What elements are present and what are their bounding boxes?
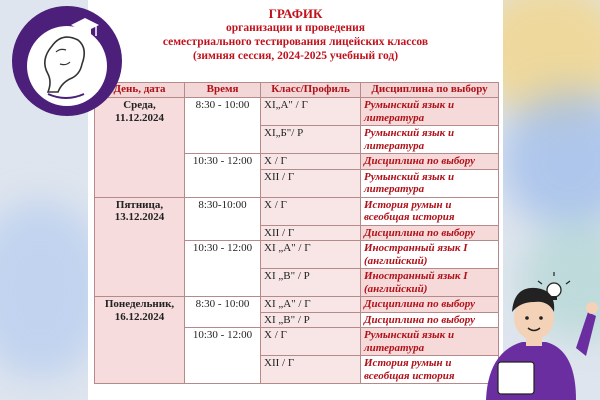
day-date: 13.12.2024 bbox=[114, 211, 165, 223]
document-subtitle-3: (зимняя сессия, 2024-2025 учебный год) bbox=[192, 50, 399, 62]
class-cell: XI „А" / Г bbox=[261, 241, 361, 269]
discipline-cell: Дисциплина по выбору bbox=[361, 297, 499, 313]
graduation-cap-icon bbox=[70, 16, 100, 40]
schedule-document bbox=[88, 0, 503, 400]
day-name: Понедельник, bbox=[104, 298, 175, 310]
day-date: 16.12.2024 bbox=[114, 310, 165, 323]
class-cell: X / Г bbox=[261, 197, 361, 225]
discipline-cell: Иностранный язык I (английский) bbox=[361, 269, 499, 297]
class-cell: XI „А" / Г bbox=[261, 297, 361, 313]
class-cell: XI„А" / Г bbox=[261, 98, 361, 126]
time-cell: 10:30 - 12:00 bbox=[185, 154, 261, 198]
table-row bbox=[95, 297, 499, 313]
time-cell: 8:30 - 10:00 bbox=[185, 98, 261, 154]
class-cell: XI„Б"/ Р bbox=[261, 126, 361, 154]
discipline-cell: Дисциплина по выбору bbox=[361, 312, 499, 328]
discipline-cell: Румынский язык и литература bbox=[361, 169, 499, 197]
class-cell: X / Г bbox=[261, 328, 361, 356]
time-cell: 10:30 - 12:00 bbox=[185, 241, 261, 297]
discipline-cell: Иностранный язык I (английский) bbox=[361, 241, 499, 269]
discipline-cell: Румынский язык и литература bbox=[361, 328, 499, 356]
document-header bbox=[88, 0, 503, 63]
day-cell bbox=[95, 98, 185, 198]
class-cell: XI „В" / Р bbox=[261, 312, 361, 328]
day-date: 11.12.2024 bbox=[115, 111, 164, 124]
schedule-table bbox=[94, 82, 499, 384]
document-title: ГРАФИК bbox=[268, 6, 323, 21]
day-cell bbox=[95, 297, 185, 384]
document-subtitle-2: семестриального тестирования лицейских классов bbox=[162, 36, 429, 48]
day-name: Пятница, bbox=[115, 198, 164, 211]
discipline-cell: Румынский язык и литература bbox=[361, 126, 499, 154]
table-row bbox=[95, 98, 499, 126]
student-illustration bbox=[482, 268, 600, 400]
portrait-icon bbox=[12, 6, 122, 116]
discipline-cell: Дисциплина по выбору bbox=[361, 154, 499, 170]
lyceum-logo bbox=[12, 6, 122, 116]
discipline-cell: История румын и всеобщая история bbox=[361, 197, 499, 225]
table-header-row bbox=[95, 83, 499, 98]
table-row bbox=[95, 197, 499, 225]
column-header: Класс/Профиль bbox=[261, 83, 361, 98]
column-header: Время bbox=[185, 83, 261, 98]
time-cell: 8:30 - 10:00 bbox=[185, 297, 261, 328]
discipline-cell: Румынский язык и литература bbox=[361, 98, 499, 126]
time-cell: 10:30 - 12:00 bbox=[185, 328, 261, 384]
class-cell: XII / Г bbox=[261, 225, 361, 241]
column-header: День, дата bbox=[95, 83, 185, 98]
column-header: Дисциплина по выбору bbox=[361, 83, 499, 98]
document-subtitle-1: организации и проведения bbox=[225, 22, 366, 34]
day-cell bbox=[95, 197, 185, 297]
time-cell: 8:30-10:00 bbox=[185, 197, 261, 241]
day-name: Среда, bbox=[123, 99, 156, 111]
class-cell: X / Г bbox=[261, 154, 361, 170]
discipline-cell: Дисциплина по выбору bbox=[361, 225, 499, 241]
discipline-cell: История румын и всеобщая история bbox=[361, 356, 499, 384]
class-cell: XII / Г bbox=[261, 356, 361, 384]
class-cell: XI „В" / Р bbox=[261, 269, 361, 297]
class-cell: XII / Г bbox=[261, 169, 361, 197]
